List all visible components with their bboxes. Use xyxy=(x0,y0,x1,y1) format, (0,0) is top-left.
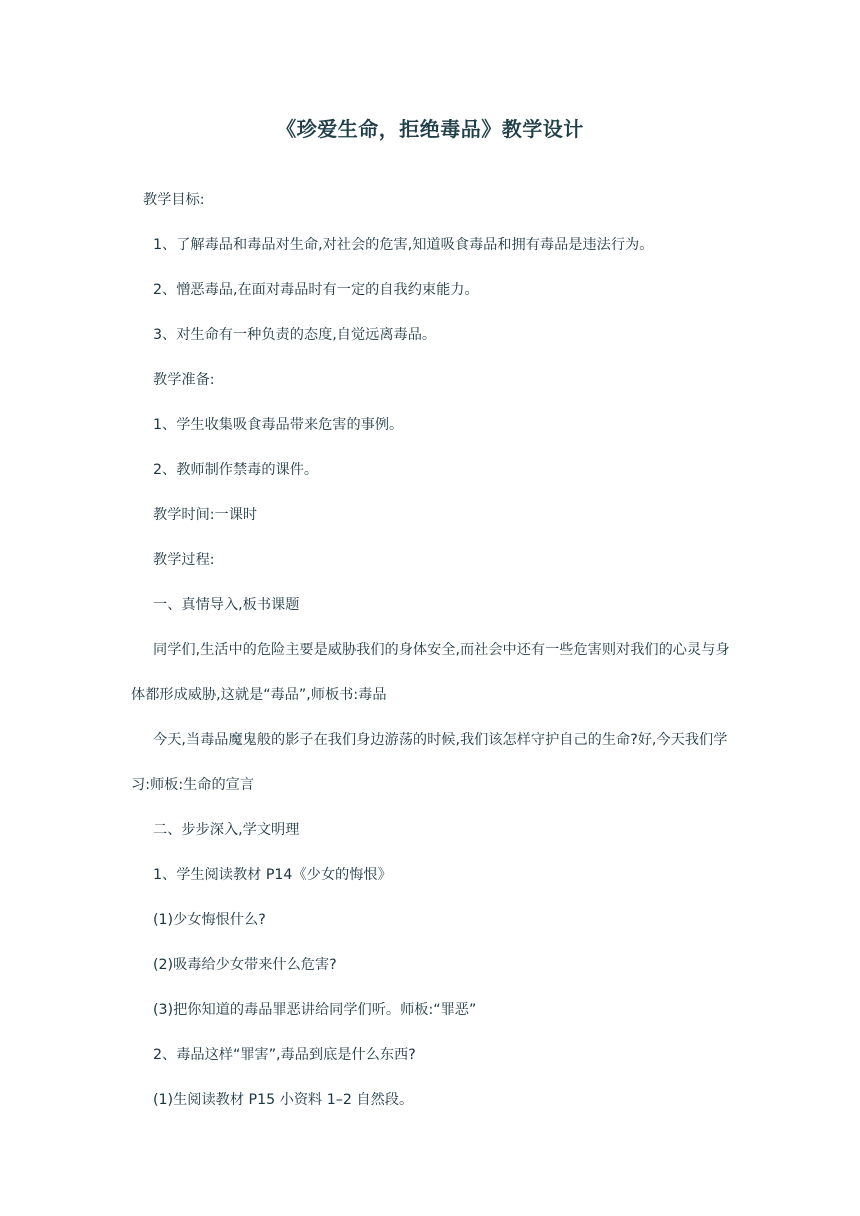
paragraph: 1、了解毒品和毒品对生命,对社会的危害,知道吸食毒品和拥有毒品是违法行为。 xyxy=(153,237,654,253)
paragraph: 1、学生收集吸食毒品带来危害的事例。 xyxy=(153,417,404,433)
paragraph: (1)少女悔恨什么? xyxy=(153,912,266,928)
paragraph: (1)生阅读教材 P15 小资料 1–2 自然段。 xyxy=(153,1092,414,1108)
section-heading-preparation: 教学准备: xyxy=(153,372,215,388)
paragraph: 1、学生阅读教材 P14《少女的悔恨》 xyxy=(153,867,392,883)
section-heading-time: 教学时间:一课时 xyxy=(153,507,258,523)
paragraph: 3、对生命有一种负责的态度,自觉远离毒品。 xyxy=(153,327,437,343)
paragraph: 2、毒品这样“罪害”,毒品到底是什么东西? xyxy=(153,1047,416,1063)
paragraph: 一、真情导入,板书课题 xyxy=(153,597,300,613)
paragraph: 二、步步深入,学文明理 xyxy=(153,822,300,838)
paragraph: 2、教师制作禁毒的课件。 xyxy=(153,462,319,478)
section-heading-goals: 教学目标: xyxy=(143,192,205,208)
paragraph: 今天,当毒品魔鬼般的影子在我们身边游荡的时候,我们该怎样守护自己的生命?好,今天我们学习:师板:生命的宣言 xyxy=(131,732,728,793)
paragraph: 2、憎恶毒品,在面对毒品时有一定的自我约束能力。 xyxy=(153,282,479,298)
paragraph: 同学们,生活中的危险主要是威胁我们的身体安全,而社会中还有一些危害则对我们的心灵与身体都形成威胁,这就是“毒品”,师板书:毒品 xyxy=(131,642,730,703)
paragraph: (3)把你知道的毒品罪恶讲给同学们听。师板:“罪恶” xyxy=(153,1002,477,1018)
paragraph: (2)吸毒给少女带来什么危害? xyxy=(153,957,337,973)
document-body xyxy=(131,178,731,1123)
section-heading-process: 教学过程: xyxy=(153,552,215,568)
document-title: 《珍爱生命，拒绝毒品》教学设计 xyxy=(276,117,584,141)
